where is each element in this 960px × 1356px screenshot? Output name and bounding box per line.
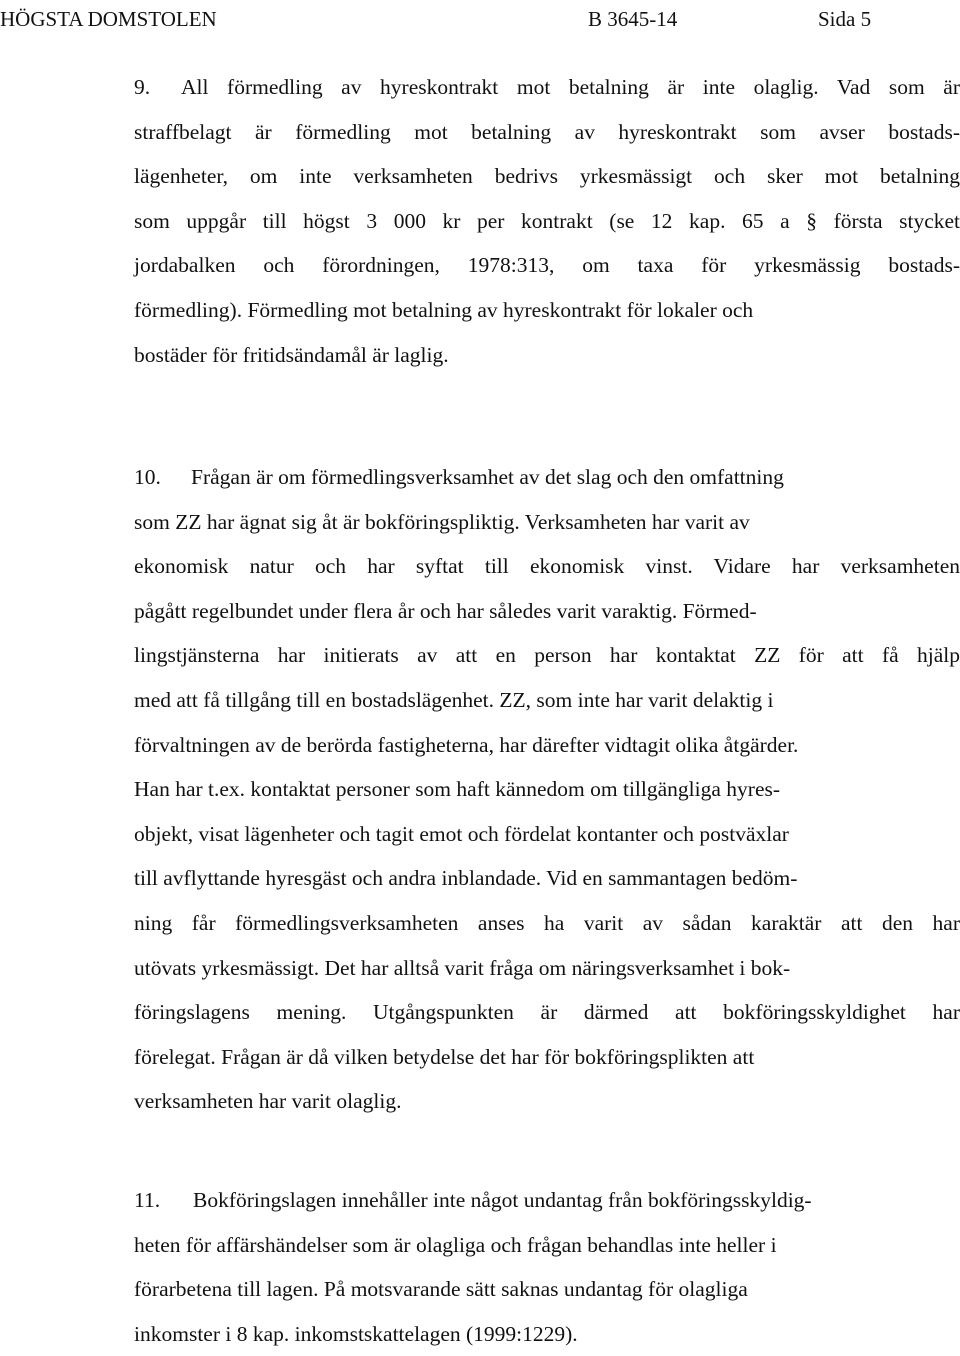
paragraph-line: objekt, visat lägenheter och tagit emot och fördelat kontanter och postväxlar (134, 821, 789, 846)
paragraph-line: förmedling). Förmedling mot betalning av hyreskontrakt för lokaler och (134, 297, 754, 322)
paragraph-line: förarbetena till lagen. På motsvarande sätt saknas undantag för olagliga (134, 1277, 748, 1302)
paragraph-line: föringslagens mening. Utgångspunkten är därmed att bokföringsskyldighet har (134, 1000, 960, 1025)
paragraph-line: förvaltningen av de berörda fastigheterna, har därefter vidtagit olika åtgärder. (134, 732, 799, 757)
paragraph-line (134, 455, 960, 500)
paragraph-number: 11. (134, 1188, 161, 1212)
paragraph-11 (134, 1178, 960, 1356)
paragraph-line: ning får förmedlingsverksamheten anses ha varit av sådan karaktär att den har (134, 910, 960, 935)
paragraph-10 (134, 455, 960, 1124)
paragraph-line: verksamheten har varit olaglig. (134, 1089, 402, 1114)
page-number: Sida 5 (818, 7, 872, 31)
paragraph-line (134, 65, 960, 110)
paragraph-line: jordabalken och förordningen, 1978:313, om taxa för yrkesmässig bostads- (134, 253, 960, 278)
paragraph-line: som uppgår till högst 3 000 kr per kontrakt (se 12 kap. 65 a § första stycket (134, 208, 960, 233)
paragraph-line: Han har t.ex. kontaktat personer som haft kännedom om tillgängliga hyres- (134, 777, 781, 802)
paragraph-line: som ZZ har ägnat sig åt är bokföringspliktig. Verksamheten har varit av (134, 509, 750, 534)
paragraph-line-text: Frågan är om förmedlingsverksamhet av det slag och den omfattning (191, 465, 784, 489)
paragraph-line: lägenheter, om inte verksamheten bedrivs yrkesmässigt och sker mot betalning (134, 164, 960, 189)
paragraph-line: inkomster i 8 kap. inkomstskattelagen (1999:1229). (134, 1321, 578, 1346)
paragraph-line-text: Bokföringslagen innehåller inte något undantag från bokföringsskyldig- (193, 1188, 812, 1212)
paragraph-line: bostäder för fritidsändamål är laglig. (134, 342, 449, 367)
paragraph-9 (134, 65, 960, 377)
paragraph-number: 10. (134, 465, 161, 489)
paragraph-line: ekonomisk natur och har syftat till ekonomisk vinst. Vidare har verksamheten (134, 554, 960, 579)
page-header (0, 3, 960, 35)
case-number: B 3645-14 (588, 7, 678, 31)
court-name: HÖGSTA DOMSTOLEN (0, 7, 217, 31)
paragraph-line: med att få tillgång till en bostadslägenhet. ZZ, som inte har varit delaktig i (134, 687, 774, 712)
paragraph-line: lingstjänsterna har initierats av att en person har kontaktat ZZ för att få hjälp (134, 643, 960, 668)
paragraph-line: straffbelagt är förmedling mot betalning av hyreskontrakt som avser bostads- (134, 119, 960, 144)
paragraph-number: 9. (134, 75, 151, 99)
paragraph-line: heten för affärshändelser som är olagliga och frågan behandlas inte heller i (134, 1232, 777, 1257)
paragraph-line: utövats yrkesmässigt. Det har alltså varit fråga om näringsverksamhet i bok- (134, 955, 791, 980)
paragraph-line: pågått regelbundet under flera år och har således varit varaktig. Förmed- (134, 598, 757, 623)
paragraph-line-text: All förmedling av hyreskontrakt mot betalning är inte olaglig. Vad som är (181, 75, 960, 99)
paragraph-line (134, 1178, 960, 1223)
paragraph-line: förelegat. Frågan är då vilken betydelse det har för bokföringsplikten att (134, 1044, 755, 1069)
paragraph-line: till avflyttande hyresgäst och andra inblandade. Vid en sammantagen bedöm- (134, 866, 798, 891)
